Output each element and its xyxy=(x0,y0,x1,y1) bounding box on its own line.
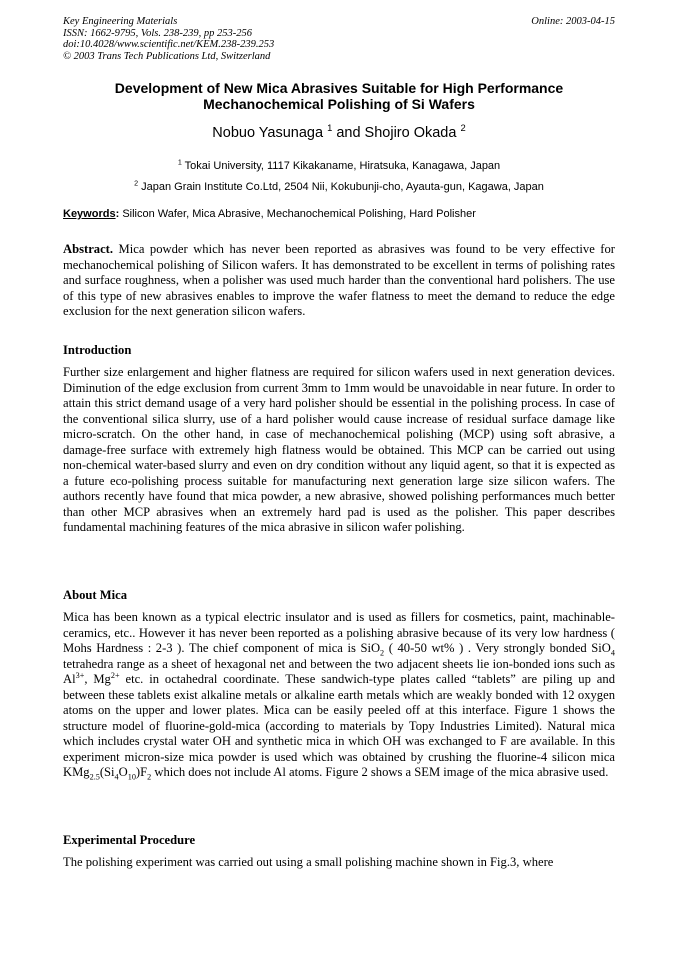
experimental-heading: Experimental Procedure xyxy=(63,833,196,847)
author-1-name: Nobuo Yasunaga xyxy=(212,125,324,141)
about-mica-heading: About Mica xyxy=(63,588,128,602)
author-1-marker: 1 xyxy=(327,122,333,134)
author-conjunction: and xyxy=(332,125,365,141)
journal-name: Key Engineering Materials xyxy=(63,16,178,27)
experimental-text: The polishing experiment was carried out using a small polishing machine shown in Fig.3, where xyxy=(63,855,554,869)
keywords-label: Keywords xyxy=(63,208,116,220)
affiliation-1-marker: 1 xyxy=(177,158,182,167)
affiliation-1 xyxy=(60,160,618,172)
abstract-label: Abstract. xyxy=(63,242,114,256)
copyright-line: © 2003 Trans Tech Publications Ltd, Switzerland xyxy=(63,50,271,62)
abstract xyxy=(63,242,615,320)
keywords-colon: : xyxy=(115,208,120,220)
journal-header xyxy=(63,16,274,62)
author-2-name: Shojiro Okada xyxy=(364,125,457,141)
title-line-1: Development of New Mica Abrasives Suitable for High Performance xyxy=(114,80,564,96)
online-date: Online: 2003-04-15 xyxy=(531,16,615,27)
issn-line: ISSN: 1662-9795, Vols. 238-239, pp 253-256 xyxy=(63,27,252,39)
about-mica-text: Mica has been known as a typical electric insulator and is used as fillers for cosmetics, paint, machinable-ceramics, etc.. However it has never been reported as a polishing abrasive because of its very low hardness ( Mohs Hardness : 2-3 ). The chief component of mica is SiO$_2$ ( 40-50 wt% ) . Very strongly bonded SiO$_4$ tetrahedra range as a sheet of hexagonal net and between the two adjacent sheets lie ion-bonded ions such as $Al^{3+}$, $Mg^{2+}$ etc. in octahedral coordinate. These sandwich-type plates called “tablets” are piling up and between these tablets exist alkaline metals or alkaline earth metals which are weakly bonded with 12 oxygen atoms on the upper and lower plates. Mica can be easily peeled off at this interface. Figure 1 shows the structure model of fluorine-gold-mica (according to materials by Topy Industries Limited). Natural mica which includes crystal water OH and synthetic mica in which OH was exchanged to F are available. In this experiment micron-size mica powder is used which was obtained by crushing the fluorine-4 silicon mica $KMg_{2.5}(Si_4O_{10})F_2$ which does not include Al atoms. Figure 2 shows a SEM image of the mica abrasive used. xyxy=(63,610,615,782)
author-line xyxy=(60,122,618,141)
introduction-text: Further size enlargement and higher flatness are required for silicon wafers used in next generation devices. Diminution of the edge exclusion from current 3mm to 1mm would be unavoidable in near future. In order to attain this strict demand usage of a very hard polisher should be essential in the polishing process. In case of the conventional silica slurry, use of a hard polisher would cause increase of residual surface damage like micro-scratch. On the other hand, in case of mechanochemical polishing (MCP) using soft abrasive, a damage-free surface with extremely high flatness would be obtained. This MCP can be carried out using non-chemical water-based slurry and even on dry condition without any liquid agent, so that it is expected as a future eco-polishing process suitable for manufacturing next generation large size silicon wafers. The authors recently have found that mica powder, a new abrasive, showed polishing performances much better than other MCP abrasives when an extremely hard pad is used as the polisher. This paper describes fundamental machining features of the mica abrasive in silicon wafer polishing. xyxy=(63,365,615,534)
introduction-heading: Introduction xyxy=(63,343,132,357)
affiliation-2-marker: 2 xyxy=(134,179,139,188)
paper-title xyxy=(60,80,618,112)
doi-line: doi:10.4028/www.scientific.net/KEM.238-239.253 xyxy=(63,39,275,50)
keywords-text: Silicon Wafer, Mica Abrasive, Mechanochemical Polishing, Hard Polisher xyxy=(122,208,476,220)
title-line-2: Mechanochemical Polishing of Si Wafers xyxy=(203,96,475,112)
affiliation-2-text: Japan Grain Institute Co.Ltd, 2504 Nii, Kokubunji-cho, Ayauta-gun, Kagawa, Japan xyxy=(141,181,544,193)
affiliation-1-text: Tokai University, 1117 Kikakaname, Hiratsuka, Kanagawa, Japan xyxy=(184,160,501,172)
author-2-marker: 2 xyxy=(460,122,466,134)
abstract-text: Mica powder which has never been reported as abrasives was found to be very effective for mechanochemical polishing of Silicon wafers. It has demonstrated to be excellent in terms of polishing rates and surface roughness, when a polisher was used much harder than the conventional hard polishers. The use of this type of new abrasives enables to improve the wafer flatness to meet the demand to reduce the edge exclusion for the next generation silicon wafers. xyxy=(63,242,615,318)
keywords xyxy=(63,208,476,220)
affiliation-2 xyxy=(60,181,618,193)
